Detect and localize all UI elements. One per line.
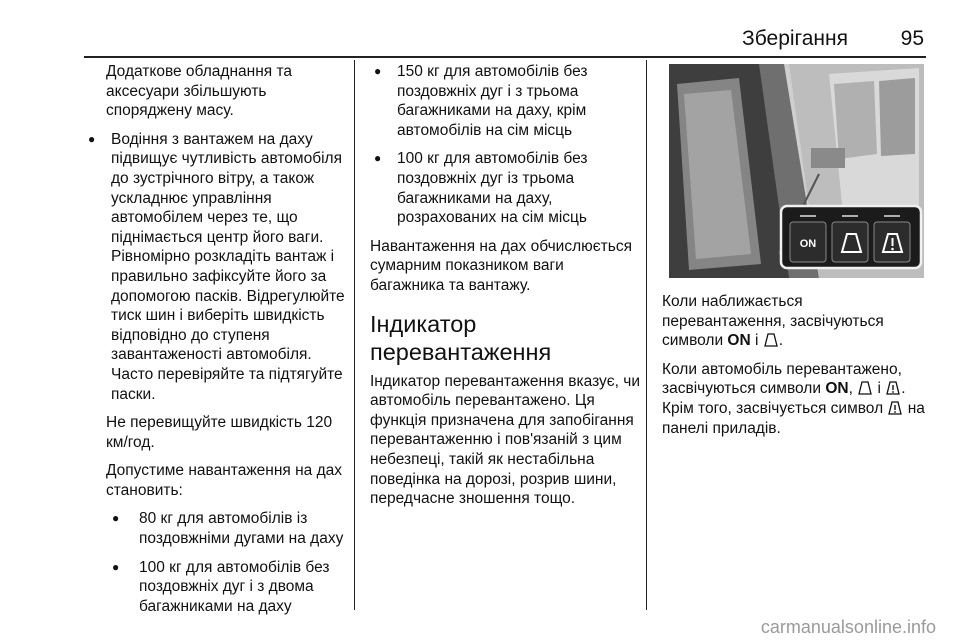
para2-text: Коли автомобіль перевантажено, засвічуються символи <box>662 360 902 398</box>
bullet-150kg: ● 150 кг для автомобілів без поздовжніх дуг і з трьома багажниками на даху, крім автомобілів на сім місць <box>370 62 642 140</box>
watermark: carmanualsonline.info <box>760 617 936 637</box>
comma: , <box>848 380 853 398</box>
overload-warning-icon <box>885 379 901 395</box>
load-warning-icon <box>763 331 779 347</box>
overload-approaching-text: Коли наближається перевантаження, засвічуються символи ON і . <box>662 293 884 350</box>
load-warning-icon <box>857 379 873 395</box>
column-divider-2 <box>646 60 647 610</box>
column-divider-1 <box>354 60 355 610</box>
header-rule <box>84 56 926 58</box>
page-number: 95 <box>900 27 924 50</box>
roof-load-calc-text: Навантаження на дах обчислюється сумарним показником ваги багажника та вантажу. <box>370 237 632 294</box>
on-symbol-text-2: ON <box>825 380 849 398</box>
on-symbol-text: ON <box>727 332 751 350</box>
section-title: Зберігання <box>742 27 848 50</box>
interior-illustration <box>669 64 924 278</box>
overload-warning-icon <box>887 399 903 415</box>
photo-on-label: ON <box>799 238 817 250</box>
column-1 <box>84 62 350 625</box>
bullet-roof-load: ● Водіння з вантажем на даху підвищує чутливість автомобіля до зустрічного вітру, а також ускладнює управління автомобілем через те, що піднімається центр його ваги. Рівномірно розкладіть вантаж і правильно зафіксуйте його за допомогою пасків. Відрегулюйте тиск шин і виберіть швидкість відповідно до ступеня завантаженості автомобіля. Часто перевіряйте та підтягуйте паски. <box>84 130 350 404</box>
sub-bullet-100kg: ● 100 кг для автомобілів без поздовжніх дуг і з двома багажниками на даху <box>84 558 350 617</box>
overloaded-text: Коли автомобіль перевантажено, засвічуються символи ON, і . Крім того, засвічується символ на панелі приладів. <box>662 360 925 437</box>
overload-body: Індикатор перевантаження вказує, чи автомобіль перевантажено. Ця функція призначена для запобігання перевантаженню і пов'язаній з цим небезпеці, такій як нестабільна поведінка на дорозі, розрив шини, передчасне зношення тощо. <box>370 372 641 508</box>
speed-limit-text: Не перевищуйте швидкість 120 км/год. <box>106 414 333 451</box>
column-3 <box>662 292 928 447</box>
overload-switch-photo <box>669 64 924 278</box>
page-header <box>0 0 960 56</box>
column-2 <box>370 62 642 518</box>
continued-paragraph: Додаткове обладнання та аксесуари збільшують споряджену масу. <box>106 63 292 120</box>
para1-text: Коли наближається перевантаження, засвічуються символи <box>662 293 884 350</box>
and-text-2: і <box>877 380 881 398</box>
para2-c-text: на панелі приладів. <box>662 399 925 437</box>
section-heading-overload: Індикатор перевантаження <box>370 310 552 365</box>
and-text: і <box>754 332 759 350</box>
sub-bullet-80kg: ● 80 кг для автомобілів із поздовжніми дугами на даху <box>84 509 350 548</box>
roof-load-intro: Допустиме навантаження на дах становить: <box>106 462 343 499</box>
bullet-100kg-seven-seats: ● 100 кг для автомобілів без поздовжніх дуг із трьома багажниками на даху, розрахованих на сім місць <box>370 149 642 227</box>
para2-b-text: Крім того, засвічується символ <box>662 399 884 417</box>
